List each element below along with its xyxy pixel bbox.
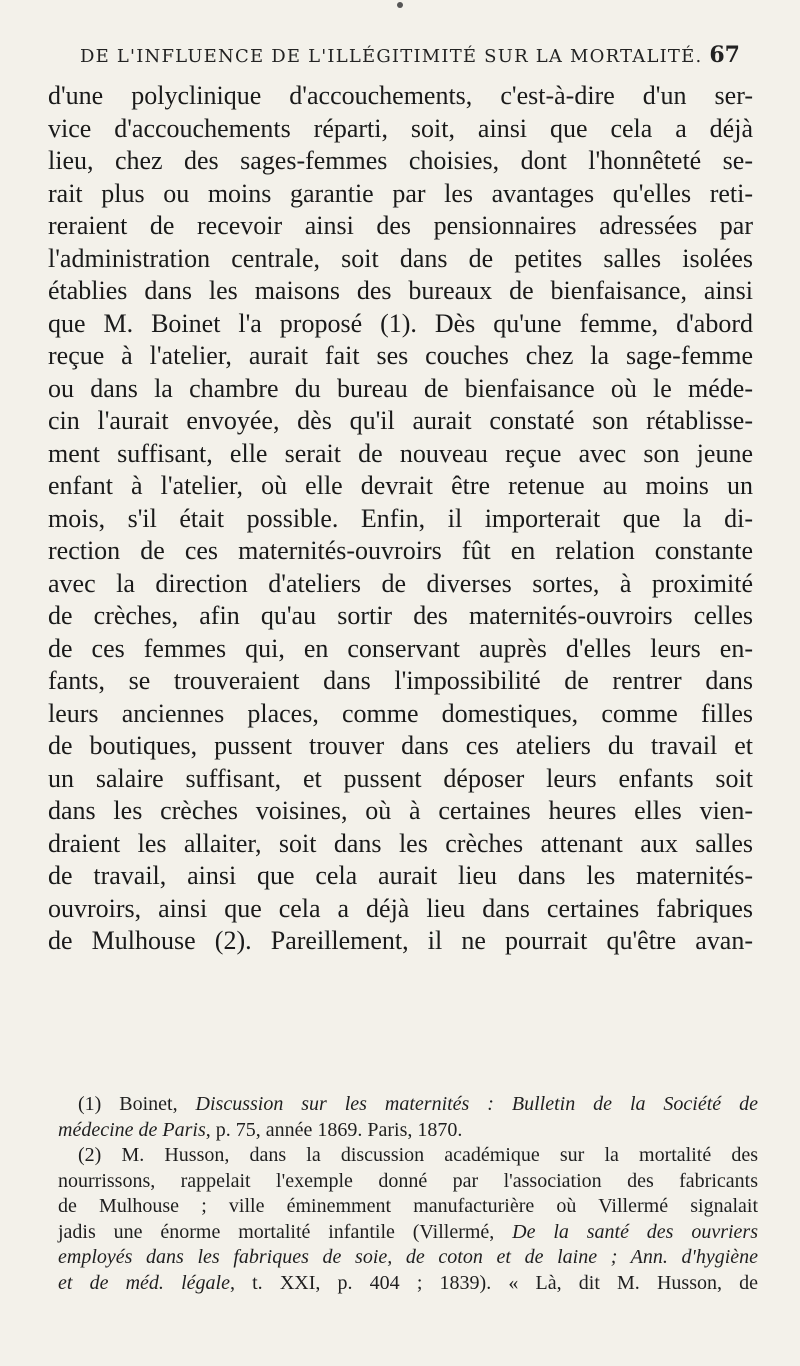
footnote-text: (1) Boinet, [78,1093,196,1115]
text-line: fants, se trouveraient dans l'impossibilité de rentrer dans [48,666,753,695]
text-line: lieu, chez des sages-femmes choisies, dont l'honnêteté se- [48,146,753,175]
text-line: ou dans la chambre du bureau de bienfaisance où le méde- [48,373,753,403]
text-line: mois, s'il était possible. Enfin, il importerait que la di- [48,503,753,533]
footnote-text: , p. 75, année 1869. Paris, 1870. [205,1118,463,1141]
footnote-title: De la santé des ouvriers [512,1220,758,1243]
footnote-text: , t. XXI, p. 404 ; 1839). « Là, dit M. Husson, de [229,1271,759,1294]
text-line: vice d'accouchements réparti, soit, ainsi que cela a déjà [48,113,753,143]
footnote-line [58,1118,758,1144]
page-header [80,42,740,76]
text-line: établies dans les maisons des bureaux de bienfaisance, ainsi [48,276,753,305]
footnote-title: Discussion sur les maternités : Bulletin de la Société de [195,1093,758,1115]
text-line: un salaire suffisant, et pussent déposer leurs enfants soit [48,763,753,793]
text-line: avec la direction d'ateliers de diverses sortes, à proximité [48,568,753,598]
footnote-title: et de méd. légale [58,1271,230,1294]
text-line: cin l'aurait envoyée, dès qu'il aurait constaté son rétablisse- [48,406,753,435]
text-line: rection de ces maternités-ouvroirs fût en relation constante [48,536,753,565]
text-line: ment suffisant, elle serait de nouveau reçue avec son jeune [48,438,753,468]
main-text [48,80,753,958]
footnote-line [58,1092,758,1118]
text-line: enfant à l'atelier, où elle devrait être retenue au moins un [48,471,753,500]
footnote-line: nourrissons, rappelait l'exemple donné par l'association des fabricants [58,1169,758,1192]
footnote-line [58,1245,758,1271]
text-line: leurs anciennes places, comme domestiques, comme filles [48,698,753,728]
text-line: reraient de recevoir ainsi des pensionnaires adressées par [48,211,753,240]
footnote-line [58,1271,758,1297]
text-line: l'administration centrale, soit dans de petites salles isolées [48,243,753,273]
footnote-line [58,1220,758,1246]
text-line: ouvroirs, ainsi que cela a déjà lieu dans certaines fabriques [48,893,753,923]
text-line: draient les allaiter, soit dans les crèches attenant aux salles [48,828,753,858]
text-line: de crèches, afin qu'au sortir des maternités-ouvroirs celles [48,601,753,630]
footnote-text: jadis une énorme mortalité infantile (Villermé, [58,1220,513,1243]
ink-dot [397,2,403,8]
running-head: DE L'INFLUENCE DE L'ILLÉGITIMITÉ SUR LA MORTALITÉ. [80,46,703,67]
footnotes [58,1092,758,1296]
footnote-title: médecine de Paris [58,1118,206,1141]
text-line: de travail, ainsi que cela aurait lieu dans les maternités- [48,861,753,890]
text-line: de boutiques, pussent trouver dans ces ateliers du travail et [48,731,753,760]
footnote-title: employés dans les fabriques de soie, de coton et de laine ; Ann. d'hygiène [58,1246,758,1268]
text-line: dans les crèches voisines, où à certaines heures elles vien- [48,796,753,825]
text-line: que M. Boinet l'a proposé (1). Dès qu'une femme, d'abord [48,308,753,338]
text-line: de ces femmes qui, en conservant auprès d'elles leurs en- [48,633,753,663]
footnote-line: (2) M. Husson, dans la discussion académique sur la mortalité des [78,1144,758,1166]
text-line: reçue à l'atelier, aurait fait ses couches chez la sage-femme [48,341,753,370]
footnote-2 [58,1143,758,1296]
footnote-1 [58,1092,758,1143]
text-line: rait plus ou moins garantie par les avantages qu'elles reti- [48,178,753,208]
footnote-line: de Mulhouse ; ville éminemment manufacturière où Villermé signalait [58,1195,758,1217]
text-line: d'une polyclinique d'accouchements, c'est-à-dire d'un ser- [48,81,753,110]
page-number: 67 [709,42,740,68]
text-line: de Mulhouse (2). Pareillement, il ne pourrait qu'être avan- [48,926,753,955]
